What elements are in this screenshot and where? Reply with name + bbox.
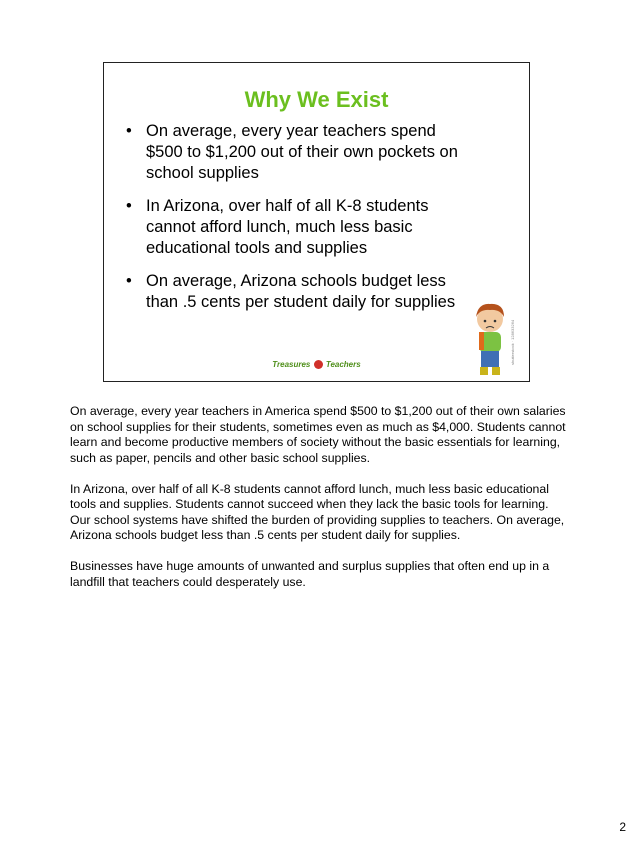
slide-bullet: • On average, every year teachers spend $500 to $1,200 out of their own pockets on school supplies bbox=[122, 121, 467, 184]
logo-text-left: Treasures bbox=[272, 359, 311, 369]
notes-paragraph: Businesses have huge amounts of unwanted and surplus supplies that often end up in a landfill that teachers could desperately use. bbox=[70, 559, 550, 589]
treasures-4-teachers-logo bbox=[104, 360, 529, 369]
notes-paragraph: On average, every year teachers in America spend $500 to $1,200 out of their own salaries on school supplies for their students, sometimes even as much as $4,000. Students cannot learn and become productive members of society without the basic essentials for learning, such as paper, pencils and other basic school supplies. bbox=[70, 404, 566, 465]
speaker-notes bbox=[70, 404, 570, 606]
slide-bullet: • On average, Arizona schools budget less than .5 cents per student daily for supplies bbox=[122, 271, 467, 313]
page-number: 2 bbox=[619, 820, 626, 834]
slide-bullet-list bbox=[122, 121, 467, 325]
logo-text-right: Teachers bbox=[325, 359, 361, 369]
slide-title: Why We Exist bbox=[244, 87, 389, 112]
apple-icon bbox=[314, 360, 323, 369]
slide-thumbnail bbox=[103, 62, 530, 382]
notes-paragraph: In Arizona, over half of all K-8 students cannot afford lunch, much less basic educational tools and supplies. Students cannot succeed when they lack the basic tools for learning. Our school systems have shifted the burden of providing supplies to teachers. On average, Arizona schools budget less than .5 cents per student daily for supplies. bbox=[70, 481, 565, 542]
slide-bullet: • In Arizona, over half of all K-8 students cannot afford lunch, much less basic educational tools and supplies bbox=[122, 196, 467, 259]
image-credit: shutterstock · 128633264 bbox=[510, 319, 515, 365]
